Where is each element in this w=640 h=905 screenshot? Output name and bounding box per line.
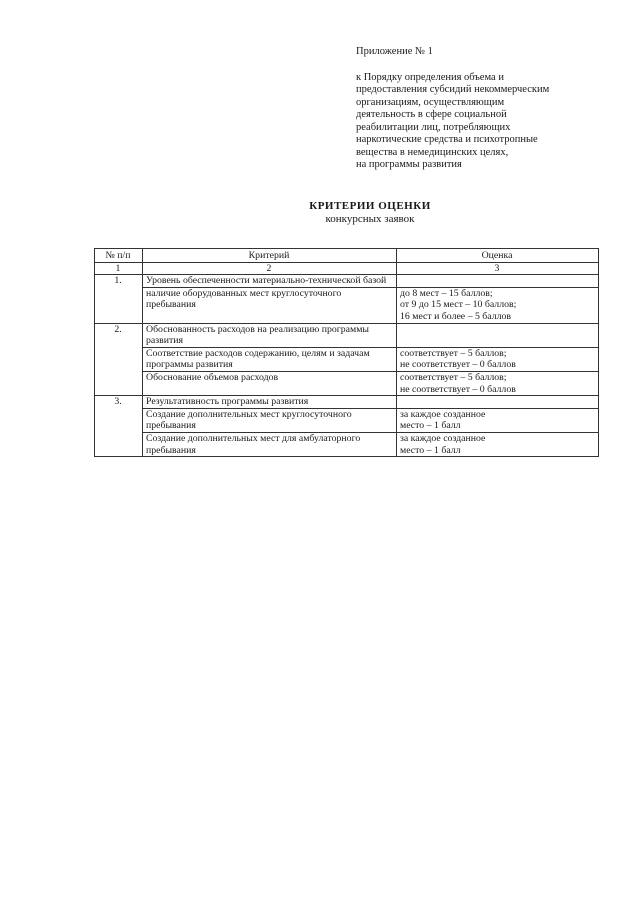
score-line: место – 1 балл (400, 444, 461, 456)
score-line: место – 1 балл (400, 420, 461, 432)
appendix-line: наркотические средства и психотропные (356, 134, 538, 145)
appendix-line: организациям, осуществляющим (356, 96, 505, 108)
colnum-cell: 3 (397, 262, 599, 275)
section-title: Обоснованность расходов на реализацию программы развития (143, 323, 397, 347)
table-colnum-row (95, 262, 599, 275)
table-row (95, 347, 599, 371)
table-row (95, 371, 599, 395)
score-line: за каждое созданное (400, 432, 486, 444)
score-line: 16 мест и более – 5 баллов (400, 310, 512, 322)
score-line: не соответствует – 0 баллов (400, 383, 516, 395)
appendix-line: реабилитации лиц, потребляющих (356, 121, 511, 133)
section-title: Результативность программы развития (143, 396, 397, 409)
table-row (95, 323, 599, 347)
appendix-line: на программы развития (356, 159, 462, 170)
appendix-line: предоставления субсидий некоммерческим (356, 84, 550, 95)
table-row (95, 432, 599, 456)
criterion-cell: Создание дополнительных мест для амбулаторного пребывания (143, 432, 397, 456)
table-row (95, 408, 599, 432)
score-cell (397, 408, 599, 432)
table-row (95, 287, 599, 323)
table-row (95, 275, 599, 288)
header-number: № п/п (95, 249, 143, 263)
document-heading (0, 200, 640, 226)
appendix-title: Приложение № 1 (356, 46, 433, 57)
score-line: до 8 мест – 15 баллов; (400, 287, 493, 299)
colnum-cell: 2 (143, 262, 397, 275)
score-line: не соответствует – 0 баллов (400, 359, 516, 371)
document-subtitle: конкурсных заявок (325, 213, 415, 225)
appendix-line: к Порядку определения объема и (356, 71, 504, 83)
criteria-table (94, 248, 599, 457)
colnum-cell: 1 (95, 262, 143, 275)
score-cell (397, 371, 599, 395)
score-cell-empty (397, 275, 599, 288)
section-number: 3. (95, 396, 143, 457)
score-cell (397, 287, 599, 323)
table-row (95, 396, 599, 409)
appendix-line: деятельность в сфере социальной (356, 109, 507, 120)
score-cell-empty (397, 323, 599, 347)
score-cell (397, 432, 599, 456)
criterion-cell: наличие оборудованных мест круглосуточного пребывания (143, 287, 397, 323)
appendix-line: вещества в немедицинских целях, (356, 146, 509, 158)
document-title: КРИТЕРИИ ОЦЕНКИ (309, 200, 431, 212)
section-number: 1. (95, 275, 143, 323)
header-criterion: Критерий (143, 249, 397, 263)
appendix-block (356, 46, 606, 172)
criterion-cell: Создание дополнительных мест круглосуточного пребывания (143, 408, 397, 432)
section-title: Уровень обеспеченности материально-технической базой (143, 275, 397, 288)
criterion-cell: Соответствие расходов содержанию, целям и задачам программы развития (143, 347, 397, 371)
score-line: соответствует – 5 баллов; (400, 371, 507, 383)
header-score: Оценка (397, 249, 599, 263)
score-cell-empty (397, 396, 599, 409)
score-line: соответствует – 5 баллов; (400, 347, 507, 359)
criterion-cell: Обоснование объемов расходов (143, 371, 397, 395)
score-line: за каждое созданное (400, 408, 486, 420)
score-line: от 9 до 15 мест – 10 баллов; (400, 299, 517, 311)
table-header-row (95, 249, 599, 263)
section-number: 2. (95, 323, 143, 396)
score-cell (397, 347, 599, 371)
